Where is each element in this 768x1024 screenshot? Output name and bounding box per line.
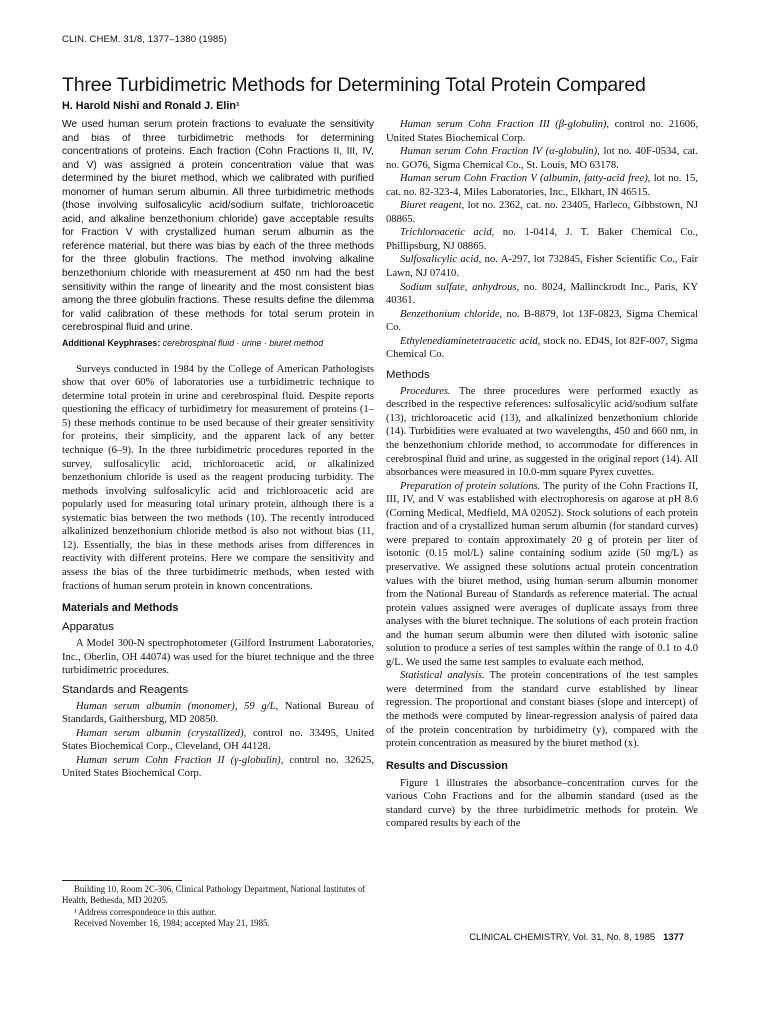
- reagent-entry: [386, 308, 698, 335]
- keyphrases: [62, 337, 374, 349]
- materials-heading: Materials and Methods: [62, 602, 179, 615]
- reagent-detail: National Bureau of Standards, Gaithersburg, MD 20850.: [62, 700, 374, 726]
- apparatus-heading: Apparatus: [62, 621, 114, 634]
- methods-heading: Methods: [386, 368, 430, 381]
- statistical-text: The protein concentrations of the test samples were determined from the standard curve established by linear regression. The proportional and constant biases (slope and intercept) of the methods were computed by linear-regression analysis of paired data of the protein concentration by turbidimetry (y), compared with the protein concentration as measured by the biuret method (x).: [386, 670, 698, 750]
- footer-journal: CLINICAL CHEMISTRY, Vol. 31, No. 8, 1985: [469, 931, 656, 942]
- reagent-name: Sulfosalicylic acid,: [400, 254, 482, 266]
- reagent-detail: no. B-8879, lot 13F-0823, Sigma Chemical Co.: [386, 308, 699, 334]
- page-number: 1377: [663, 931, 684, 942]
- reagent-name: Human serum Cohn Fraction V (albumin, fatty-acid free),: [400, 173, 651, 185]
- reagent-detail: stock no. ED4S, lot 82F-007, Sigma Chemical Co.: [386, 335, 698, 361]
- keyphrases-text: cerebrospinal fluid · urine · biuret method: [162, 337, 324, 348]
- reagent-name: Human serum Cohn Fraction III (β-globulin),: [400, 119, 610, 130]
- preparation-label: Preparation of protein solutions.: [400, 480, 541, 492]
- preparation-text: The purity of the Cohn Fractions II, III, IV, and V was established with electrophoresis on agarose at pH 8.6 (Corning Medical, Medfield, MA 02052). Stock solutions of each protein fraction and of a crystallized human serum albumin (for standard curves) were prepared to contain approximately 20 g of protein per liter of isotonic (0.15 mol/L) saline containing sodium azide (50 mg/L) as preservative. We assigned these solutions actual protein concentration values with the biuret method, using human serum albumin monomer from the National Bureau of Standards as reference material. The actual protein values assigned were averages of duplicate assays from three analyses with the biuret technique. The solutions of each protein fraction and the human serum albumin were then diluted with isotonic saline solution to produce a series of test samples within the range of 0.1 to 4.0 g/L. We used the same test samples to evaluate each method.: [386, 480, 698, 668]
- page-footer: [469, 931, 684, 942]
- results-paragraph: Figure 1 illustrates the absorbance–concentration curves for the various Cohn Fractions and for the albumin standard (used as the standard curve) by the three turbidimetric methods for protein. We compared results by each of the: [386, 777, 698, 830]
- reagent-name: Human serum Cohn Fraction II (γ-globulin),: [76, 754, 284, 766]
- reagent-detail: lot no. 15, cat. no. 82-323-4, Miles Laboratories, Inc., Elkhart, IN 46515.: [386, 173, 698, 198]
- reagent-detail: no. A-297, lot 732845, Fisher Scientific Co., Fair Lawn, NJ 07410.: [386, 254, 698, 280]
- reagent-name: Biuret reagent,: [400, 200, 465, 212]
- reagent-entry: [386, 253, 698, 280]
- reagent-entry: [62, 727, 374, 754]
- reagent-entry: [62, 700, 374, 727]
- reagent-name: Ethylenediaminetetraacetic acid,: [400, 335, 541, 347]
- footnotes: [62, 884, 374, 929]
- footnote-divider: [62, 880, 182, 881]
- preparation-paragraph: [386, 480, 698, 670]
- reagent-detail: lot no. 2362, cat. no. 23405, Harleco, Gibbstown, NJ 08865.: [386, 200, 699, 225]
- reagent-detail: no. 8024, Mallinckrodt Inc., Paris, KY 40361.: [386, 281, 698, 307]
- standards-heading: Standards and Reagents: [62, 683, 189, 696]
- right-column: [386, 118, 698, 831]
- reagent-name: Sodium sulfate, anhydrous,: [400, 281, 520, 293]
- apparatus-paragraph: A Model 300-N spectrophotometer (Gilford Instrument Laboratories, Inc., Oberlin, OH 44074) was used for the biuret technique and the three turbidimetric procedures.: [62, 638, 374, 677]
- reagent-detail: control no. 32625, United States Biochemical Corp.: [62, 754, 374, 780]
- reagent-name: Human serum Cohn Fraction IV (α-globulin),: [400, 146, 600, 158]
- reagent-name: Benzethonium chloride,: [400, 308, 503, 320]
- article-title: Three Turbidimetric Methods for Determining Total Protein Compared: [62, 74, 646, 96]
- left-column: [62, 118, 374, 781]
- footnote-correspondence: ¹ Address correspondence to this author.: [74, 906, 217, 917]
- reagent-detail: control no. 21606, United States Biochemical Corp.: [386, 119, 699, 144]
- reagent-entry: [62, 754, 374, 781]
- procedures-text: The three procedures were performed exactly as described in the respective references: sulfosalicylic acid/sodium sulfate (13), trichloroacetic acid (13), and alkalinized benzethonium chloride (14). Turbidities were evaluated at two wavelengths, 450 and 660 nm, in the benzethonium chloride method, to accommodate for differences in cerebrospinal fluid and urine, as suggested in the original report (14). All absorbances were measured in 10.0-mm square Pyrex cuvettes.: [386, 385, 698, 479]
- article-authors: H. Harold Nishi and Ronald J. Elin¹: [62, 100, 240, 112]
- reagent-detail: no. 1-0414, J. T. Baker Chemical Co., Phillipsburg, NJ 08865.: [386, 227, 698, 252]
- statistical-paragraph: [386, 669, 698, 750]
- reagent-entry: [386, 118, 698, 145]
- procedures-label: Procedures.: [400, 385, 451, 397]
- reagent-entry: [386, 226, 698, 253]
- journal-reference: CLIN. CHEM. 31/8, 1377–1380 (1985): [62, 34, 227, 45]
- statistical-label: Statistical analysis.: [400, 670, 485, 682]
- reagent-entry: [386, 281, 698, 308]
- reagent-detail: lot no. 40F-0534, cat. no. GO76, Sigma Chemical Co., St. Louis, MO 63178.: [386, 146, 698, 171]
- keyphrases-label: Additional Keyphrases:: [62, 337, 161, 348]
- results-heading: Results and Discussion: [386, 759, 508, 772]
- footnote-affiliation: Building 10, Room 2C-306, Clinical Pathology Department, National Institutes of Health, Bethesda, MD 20205.: [62, 884, 366, 906]
- abstract-text: We used human serum protein fractions to evaluate the sensitivity and bias of three turbidimetric methods for determining concentrations of proteins. Each fraction (Cohn Fractions II, III, IV, and V) was assigned a protein concentration value that was determined by the biuret method, which we calibrated with purified monomer of human serum albumin. All three turbidimetric methods (those involving sulfosalicylic acid/sodium sulfate, trichloroacetic acid, and alkaline benzethonium chloride) gave acceptable results for Fraction V with crystallized human serum albumin as the reference material, but there was bias by each of the three methods for the three globulin fractions. The method involving alkaline benzethonium chloride with measurement at 450 nm had the best sensitivity within the range of linearity and the most consistent bias among the three globulin fractions. These results define the dilemma for valid calibration of these methods for total serum protein in cerebrospinal fluid and urine.: [62, 119, 374, 334]
- reagent-detail: control no. 33495, United States Biochemical Corp., Cleveland, OH 44128.: [62, 727, 374, 753]
- reagent-entry: [386, 172, 698, 199]
- reagent-entry: [386, 335, 698, 362]
- reagent-name: Human serum albumin (crystallized),: [76, 727, 247, 739]
- intro-paragraph: Surveys conducted in 1984 by the College of American Pathologists show that over 60% of laboratories use a turbidimetric technique to determine total protein in urine and cerebrospinal fluid. Despite reports questioning the efficacy of turbidimetry for measurement of proteins (1–5) these methods continue to be used because of their greater sensitivity for proteins, their simplicity, and the apparent lack of any better technique (6–9). In the three turbidimetric procedures reported in the survey, sulfosalicylic acid, trichloroacetic acid, or alkalinized benzethonium chloride is used as the reagent producing turbidity. The methods involving sulfosalicylic acid and trichloroacetic acid are popularly used for measuring total urinary protein, although there is a systematic bias between the two methods (10). The recently introduced alkalinized benzethonium chloride method is also not without bias (11, 12). Essentially, the bias in these methods arises from differences in reactivity with different proteins. Here we compare the sensitivity and assess the bias of the three turbidimetric methods, when tested with fractions of human serum protein in known concentrations.: [62, 363, 374, 592]
- footnote-received: Received November 16, 1984; accepted May 21, 1985.: [74, 917, 270, 928]
- reagent-name: Human serum albumin (monomer), 59 g/L,: [76, 700, 279, 712]
- procedures-paragraph: [386, 385, 698, 480]
- reagent-name: Trichloroacetic acid,: [400, 227, 495, 239]
- reagent-entry: [386, 145, 698, 172]
- reagent-entry: [386, 199, 698, 226]
